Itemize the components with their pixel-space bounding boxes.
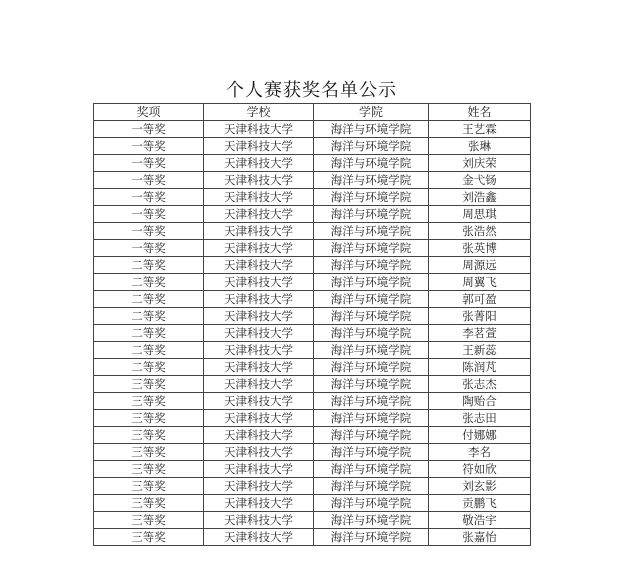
table-row	[94, 512, 531, 529]
cell-school: 天津科技大学	[204, 342, 314, 359]
cell-award: 二等奖	[94, 257, 204, 274]
cell-award: 三等奖	[94, 393, 204, 410]
cell-name: 金弋钖	[429, 172, 531, 189]
cell-college: 海洋与环境学院	[314, 189, 429, 206]
cell-college: 海洋与环境学院	[314, 529, 429, 546]
cell-name: 刘庆荣	[429, 155, 531, 172]
cell-award: 三等奖	[94, 512, 204, 529]
cell-award: 二等奖	[94, 291, 204, 308]
cell-name: 李茗萱	[429, 325, 531, 342]
cell-college: 海洋与环境学院	[314, 359, 429, 376]
table-row	[94, 478, 531, 495]
table-row	[94, 461, 531, 478]
cell-school: 天津科技大学	[204, 240, 314, 257]
table-row	[94, 325, 531, 342]
table-row	[94, 155, 531, 172]
page-title: 个人赛获奖名单公示	[226, 80, 397, 101]
cell-college: 海洋与环境学院	[314, 376, 429, 393]
cell-school: 天津科技大学	[204, 121, 314, 138]
cell-name: 李名	[429, 444, 531, 461]
cell-college: 海洋与环境学院	[314, 223, 429, 240]
cell-school: 天津科技大学	[204, 393, 314, 410]
cell-award: 三等奖	[94, 444, 204, 461]
cell-college: 海洋与环境学院	[314, 461, 429, 478]
table-row	[94, 495, 531, 512]
table-row	[94, 189, 531, 206]
cell-college: 海洋与环境学院	[314, 155, 429, 172]
cell-award: 一等奖	[94, 172, 204, 189]
cell-award: 一等奖	[94, 121, 204, 138]
cell-award: 二等奖	[94, 274, 204, 291]
cell-college: 海洋与环境学院	[314, 427, 429, 444]
cell-award: 三等奖	[94, 478, 204, 495]
cell-school: 天津科技大学	[204, 495, 314, 512]
cell-name: 符如欣	[429, 461, 531, 478]
cell-award: 三等奖	[94, 376, 204, 393]
cell-award: 三等奖	[94, 427, 204, 444]
table-row	[94, 444, 531, 461]
cell-award: 一等奖	[94, 189, 204, 206]
table-row	[94, 308, 531, 325]
cell-college: 海洋与环境学院	[314, 257, 429, 274]
cell-award: 一等奖	[94, 223, 204, 240]
cell-name: 张菁阳	[429, 308, 531, 325]
cell-school: 天津科技大学	[204, 223, 314, 240]
cell-name: 贡鹏飞	[429, 495, 531, 512]
column-header-school: 学校	[204, 104, 314, 121]
cell-name: 周翼飞	[429, 274, 531, 291]
cell-school: 天津科技大学	[204, 427, 314, 444]
cell-school: 天津科技大学	[204, 291, 314, 308]
table-row	[94, 376, 531, 393]
cell-name: 郭可盈	[429, 291, 531, 308]
cell-school: 天津科技大学	[204, 461, 314, 478]
cell-award: 三等奖	[94, 410, 204, 427]
cell-award: 二等奖	[94, 308, 204, 325]
table-row	[94, 410, 531, 427]
cell-school: 天津科技大学	[204, 376, 314, 393]
cell-school: 天津科技大学	[204, 257, 314, 274]
cell-college: 海洋与环境学院	[314, 274, 429, 291]
cell-college: 海洋与环境学院	[314, 138, 429, 155]
cell-award: 三等奖	[94, 461, 204, 478]
table-row	[94, 223, 531, 240]
cell-name: 张浩然	[429, 223, 531, 240]
table-row	[94, 427, 531, 444]
cell-award: 二等奖	[94, 342, 204, 359]
cell-name: 刘玄影	[429, 478, 531, 495]
table-body	[94, 121, 531, 546]
column-header-award: 奖项	[94, 104, 204, 121]
cell-name: 王艺霖	[429, 121, 531, 138]
cell-award: 一等奖	[94, 138, 204, 155]
table-row	[94, 529, 531, 546]
cell-name: 陶贻合	[429, 393, 531, 410]
cell-award: 一等奖	[94, 206, 204, 223]
cell-college: 海洋与环境学院	[314, 121, 429, 138]
cell-name: 周源远	[429, 257, 531, 274]
cell-award: 二等奖	[94, 359, 204, 376]
cell-award: 一等奖	[94, 240, 204, 257]
table-header-row	[94, 104, 531, 121]
cell-name: 陈润芃	[429, 359, 531, 376]
cell-name: 周思琪	[429, 206, 531, 223]
cell-name: 刘浩鑫	[429, 189, 531, 206]
table-row	[94, 172, 531, 189]
cell-college: 海洋与环境学院	[314, 240, 429, 257]
cell-school: 天津科技大学	[204, 359, 314, 376]
cell-school: 天津科技大学	[204, 410, 314, 427]
cell-school: 天津科技大学	[204, 138, 314, 155]
cell-name: 张志杰	[429, 376, 531, 393]
cell-school: 天津科技大学	[204, 478, 314, 495]
award-list-table	[93, 103, 531, 546]
table-row	[94, 121, 531, 138]
cell-college: 海洋与环境学院	[314, 478, 429, 495]
cell-award: 二等奖	[94, 325, 204, 342]
cell-school: 天津科技大学	[204, 155, 314, 172]
cell-school: 天津科技大学	[204, 308, 314, 325]
table-row	[94, 240, 531, 257]
table-row	[94, 138, 531, 155]
table-row	[94, 291, 531, 308]
table-row	[94, 359, 531, 376]
cell-award: 三等奖	[94, 529, 204, 546]
cell-college: 海洋与环境学院	[314, 495, 429, 512]
cell-name: 张志田	[429, 410, 531, 427]
cell-school: 天津科技大学	[204, 274, 314, 291]
column-header-college: 学院	[314, 104, 429, 121]
cell-school: 天津科技大学	[204, 189, 314, 206]
cell-school: 天津科技大学	[204, 206, 314, 223]
cell-college: 海洋与环境学院	[314, 308, 429, 325]
cell-college: 海洋与环境学院	[314, 444, 429, 461]
cell-school: 天津科技大学	[204, 325, 314, 342]
cell-name: 张嘉怡	[429, 529, 531, 546]
cell-college: 海洋与环境学院	[314, 393, 429, 410]
cell-school: 天津科技大学	[204, 444, 314, 461]
cell-college: 海洋与环境学院	[314, 410, 429, 427]
cell-school: 天津科技大学	[204, 529, 314, 546]
cell-college: 海洋与环境学院	[314, 206, 429, 223]
table-row	[94, 393, 531, 410]
cell-college: 海洋与环境学院	[314, 342, 429, 359]
cell-name: 敬浩宇	[429, 512, 531, 529]
table-row	[94, 274, 531, 291]
cell-name: 张琳	[429, 138, 531, 155]
cell-name: 王新蕊	[429, 342, 531, 359]
cell-school: 天津科技大学	[204, 512, 314, 529]
cell-college: 海洋与环境学院	[314, 512, 429, 529]
cell-name: 张英博	[429, 240, 531, 257]
cell-college: 海洋与环境学院	[314, 172, 429, 189]
column-header-name: 姓名	[429, 104, 531, 121]
table-row	[94, 206, 531, 223]
cell-college: 海洋与环境学院	[314, 291, 429, 308]
cell-name: 付娜娜	[429, 427, 531, 444]
cell-school: 天津科技大学	[204, 172, 314, 189]
cell-award: 一等奖	[94, 155, 204, 172]
table-row	[94, 342, 531, 359]
cell-award: 三等奖	[94, 495, 204, 512]
table-row	[94, 257, 531, 274]
cell-college: 海洋与环境学院	[314, 325, 429, 342]
